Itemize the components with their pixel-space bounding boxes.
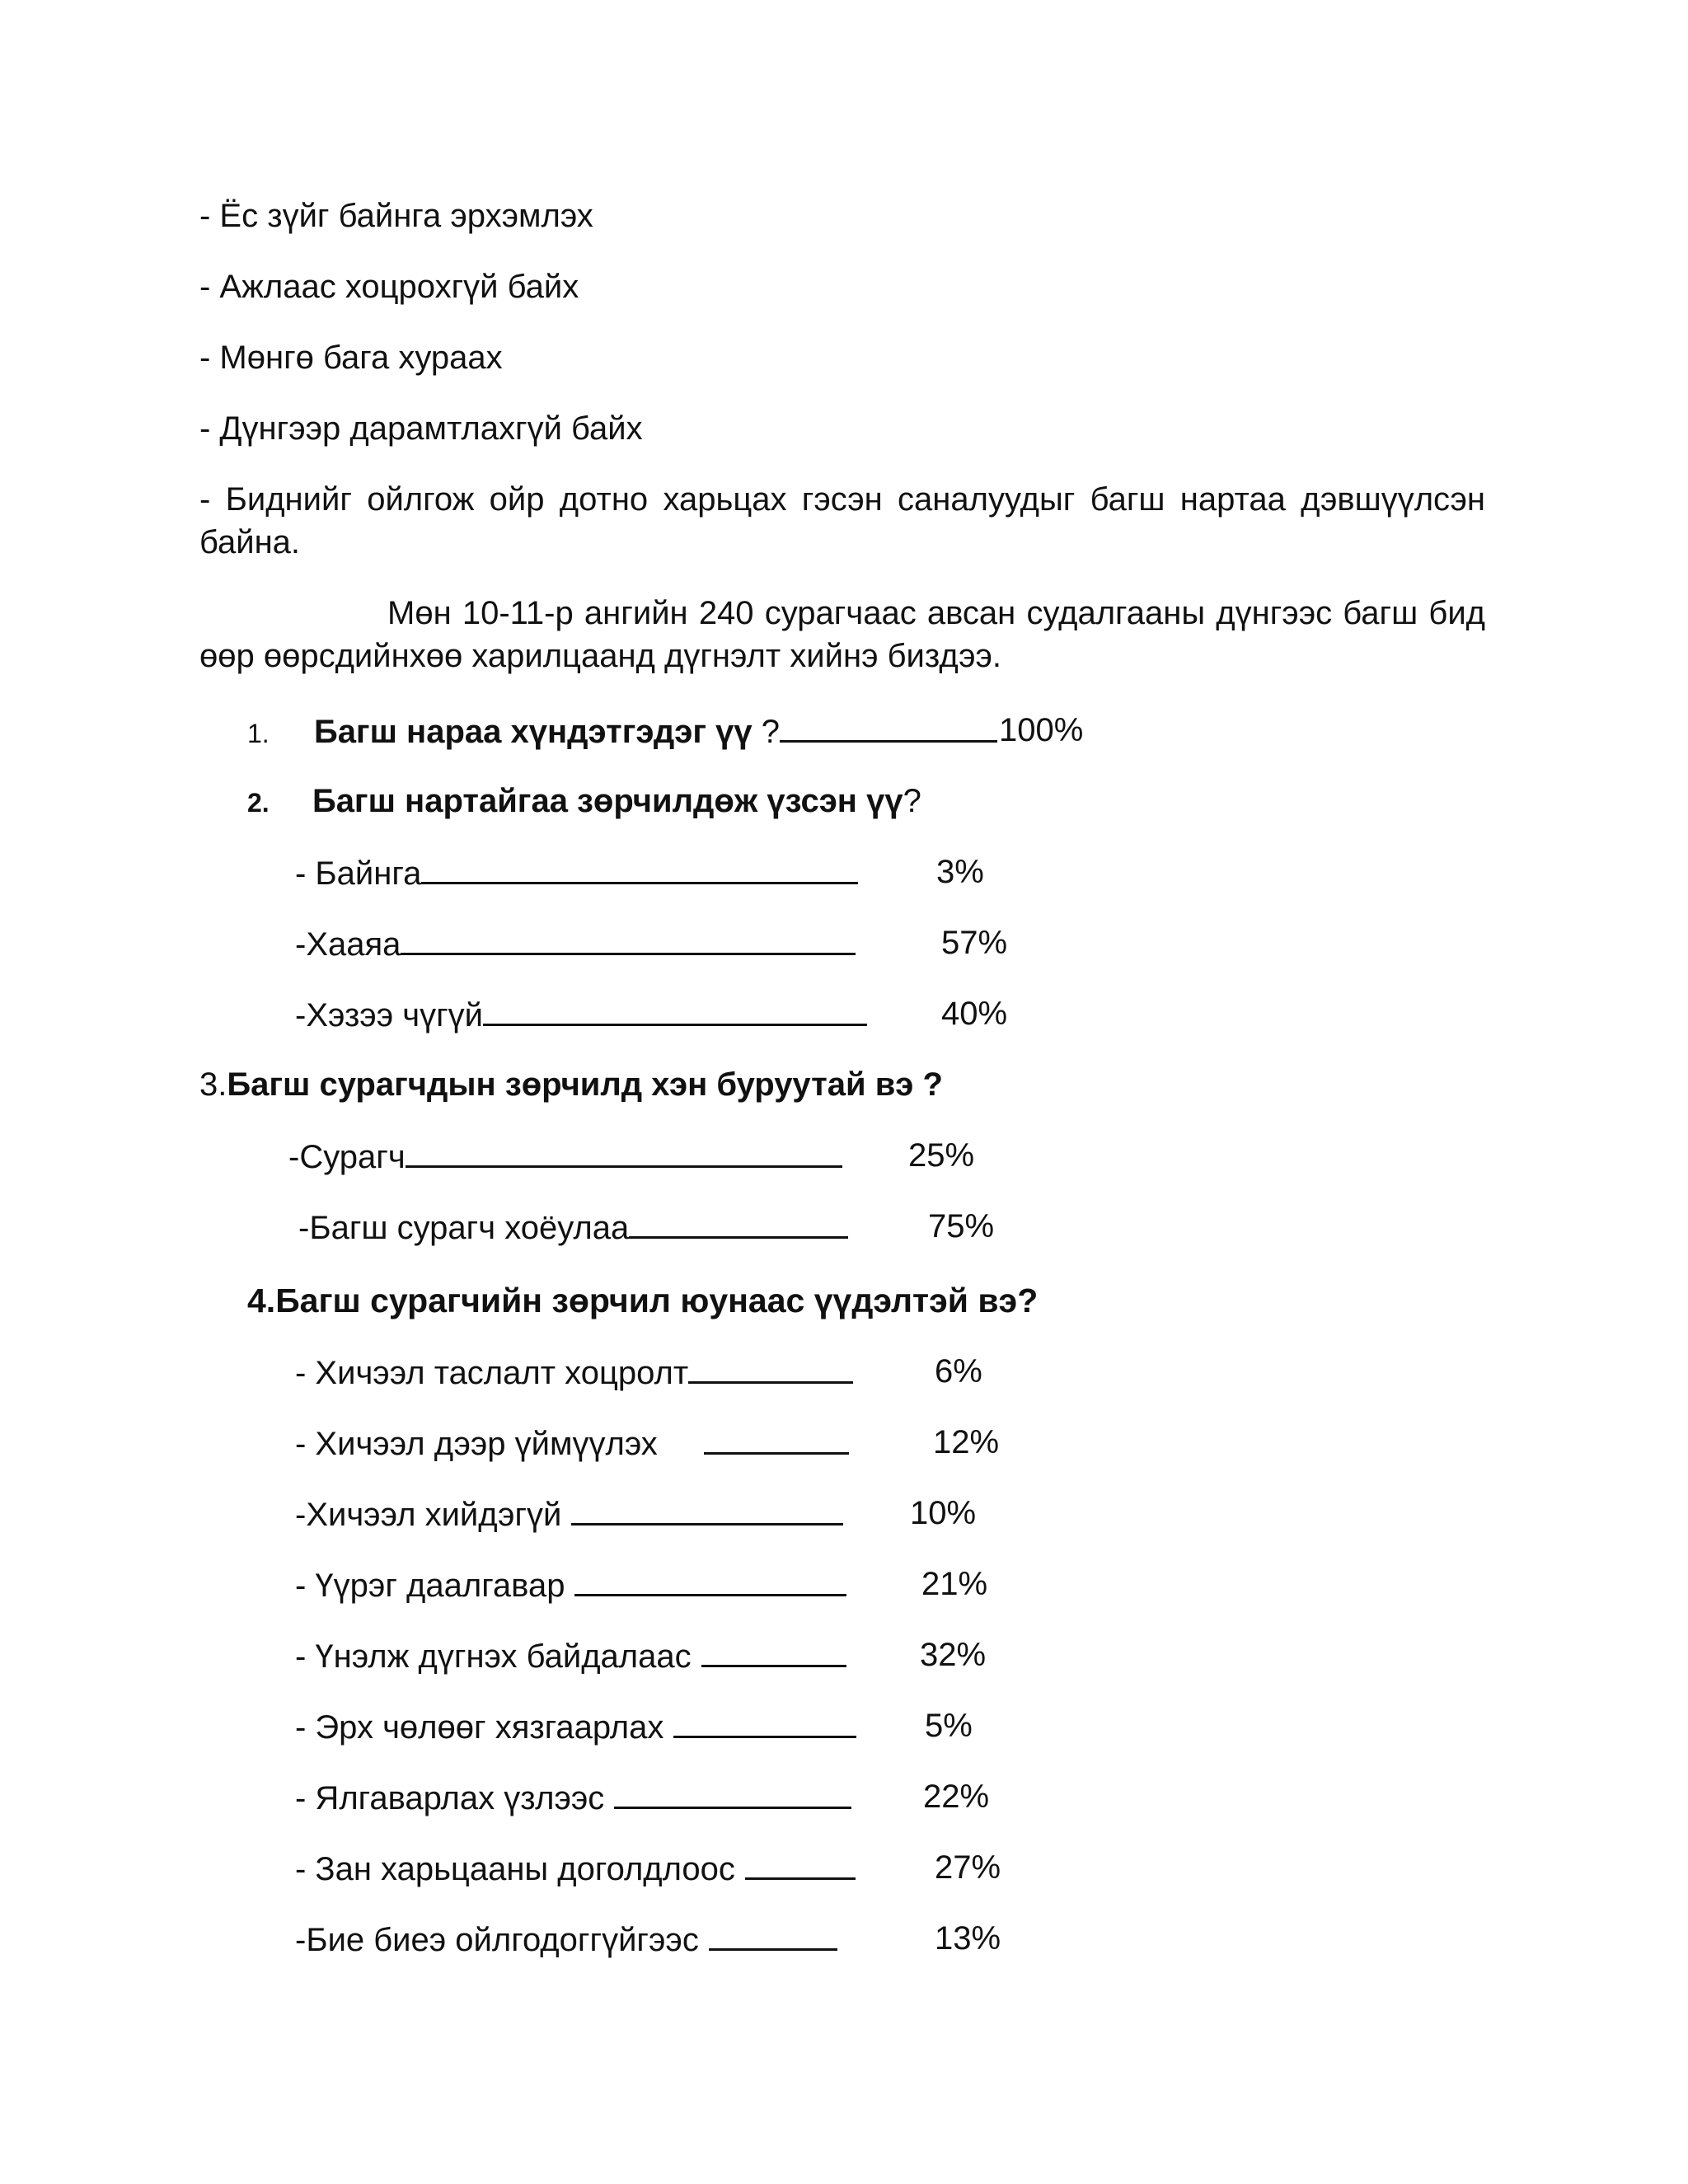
answer-blank [614, 1777, 851, 1809]
bullet-item: - Ёс зүйг байнга эрхэмлэх [199, 198, 593, 234]
answer-blank [701, 1635, 846, 1667]
answer-row [295, 1706, 856, 1747]
paragraph-text: Мөн 10-11-р ангийн 240 сурагчаас авсан судалгааны дүнгээс багш бид [387, 595, 1485, 631]
answer-blank [780, 710, 997, 743]
percent-value: 5% [925, 1708, 973, 1744]
percent-value: 3% [936, 854, 984, 890]
question-2 [247, 781, 921, 823]
answer-label: - Хичээл таслалт хоцролт [295, 1355, 689, 1391]
answer-row [295, 923, 856, 964]
paragraph-line-2: өөр өөрсдийнхөө харилцаанд дүгнэлт хийнэ биздээ. [199, 638, 1002, 674]
percent-value: 21% [921, 1566, 988, 1602]
answer-label: -Багш сурагч хоёулаа [298, 1210, 630, 1246]
percent-value: 75% [928, 1208, 995, 1244]
percent-value: 10% [910, 1495, 977, 1531]
answer-blank [745, 1848, 856, 1880]
percent-value: 57% [941, 925, 1008, 961]
answer-blank [673, 1706, 856, 1738]
answer-label: -Хэзээ чүгүй [295, 997, 484, 1033]
answer-label: -Хичээл хийдэгүй [295, 1497, 562, 1533]
answer-blank [629, 1207, 848, 1239]
question-text: Багш сурагчдын зөрчилд хэн буруутай вэ ? [227, 1066, 943, 1103]
answer-row [295, 1848, 856, 1889]
answer-row [295, 1919, 837, 1960]
answer-row [298, 1207, 848, 1248]
answer-label: -Сурагч [288, 1139, 406, 1175]
answer-blank [704, 1422, 849, 1455]
question-4: 4.Багш сурагчийн зөрчил юунаас үүдэлтэй вэ? [247, 1282, 1039, 1319]
bullet-item-long [199, 480, 1485, 519]
bullet-item: - Дүнгээр дарамтлахгүй байх [199, 410, 643, 447]
answer-label: - Үнэлж дүгнэх байдалаас [295, 1638, 692, 1675]
answer-blank [688, 1352, 853, 1384]
answer-blank [574, 1564, 846, 1596]
answer-row [295, 1564, 846, 1605]
bullet-line-1: - Биднийг ойлгож ойр дотно харьцах гэсэн саналуудыг багш нартаа дэвшүүлсэн [199, 481, 1485, 518]
answer-blank [571, 1493, 843, 1526]
question-text: Багш нартайгаа зөрчилдөж үзсэн үү [312, 783, 903, 819]
percent-value: 32% [920, 1637, 987, 1673]
bullet-item: - Мөнгө бага хураах [199, 340, 503, 376]
answer-label: - Үүрэг даалгавар [295, 1568, 565, 1604]
percent-value: 13% [935, 1920, 1001, 1957]
bullet-line-2: байна. [199, 524, 301, 560]
question-1 [247, 710, 997, 753]
answer-label: - Ялгаварлах үзлээс [295, 1780, 605, 1816]
answer-label: -Бие биеэ ойлгодоггүйгээс [295, 1922, 699, 1958]
answer-blank [421, 852, 858, 884]
answer-label: -Хааяа [295, 926, 401, 963]
answer-blank [406, 1136, 842, 1168]
answer-row [295, 1777, 851, 1818]
percent-value: 12% [933, 1424, 1000, 1460]
question-mark: ? [903, 783, 921, 819]
question-number: 2. [247, 788, 270, 818]
answer-blank [401, 923, 856, 955]
question-text: Багш нараа хүндэтгэдэг үү [313, 714, 753, 750]
bullet-item: - Ажлаас хоцрохгүй байх [199, 269, 579, 305]
question-number: 1. [247, 719, 270, 748]
answer-blank [709, 1919, 837, 1951]
answer-blank [483, 994, 867, 1026]
answer-label: - Байнга [295, 855, 422, 892]
answer-label: - Хичээл дээр үймүүлэх [295, 1426, 658, 1462]
answer-label: - Зан харьцааны доголдлоос [295, 1851, 735, 1887]
question-number: 3. [199, 1066, 227, 1103]
answer-row [295, 994, 867, 1035]
percent-value: 22% [923, 1779, 990, 1815]
answer-row [295, 1422, 849, 1464]
answer-row [295, 1352, 853, 1393]
paragraph-line-1 [387, 593, 1485, 633]
question-3 [199, 1065, 943, 1104]
percent-value: 25% [908, 1137, 975, 1174]
percent-value: 6% [935, 1353, 982, 1390]
answer-row [295, 1635, 846, 1676]
answer-label: - Эрх чөлөөг хязгаарлах [295, 1709, 664, 1746]
question-mark: ? [761, 714, 781, 750]
percent-value: 27% [935, 1849, 1001, 1886]
percent-value: 40% [941, 996, 1008, 1032]
answer-row [295, 1493, 843, 1535]
percent-value: 100% [999, 712, 1084, 748]
answer-row [295, 852, 858, 893]
answer-row [288, 1136, 842, 1177]
